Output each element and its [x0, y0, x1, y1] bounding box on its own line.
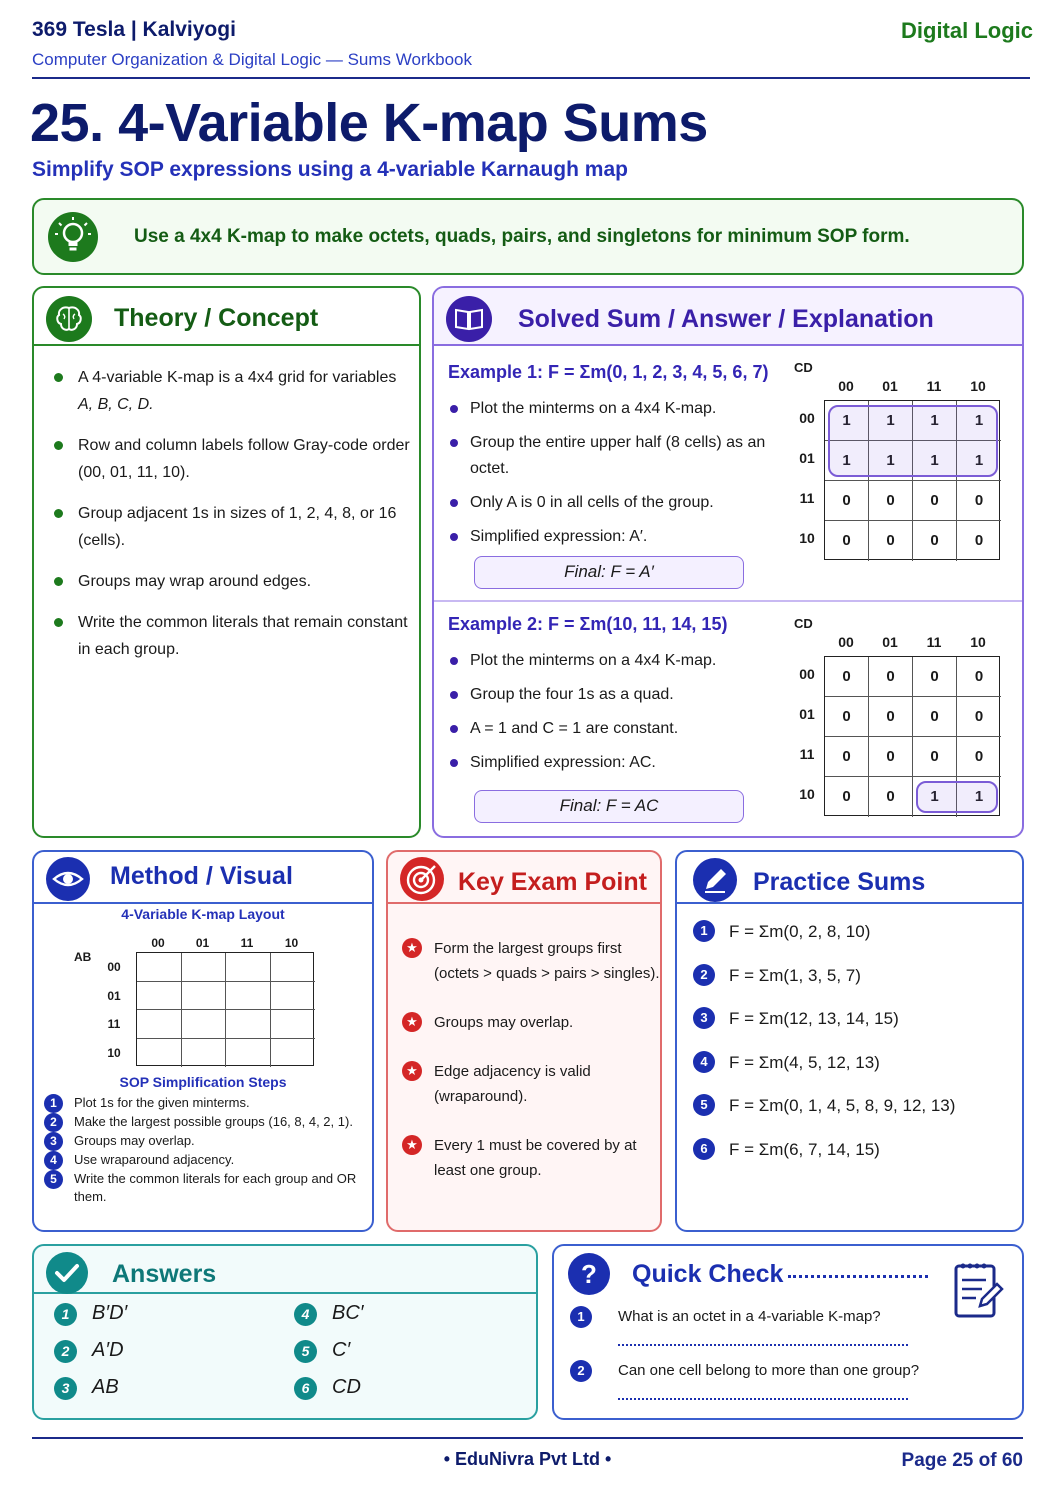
tip-banner [32, 198, 1024, 275]
kmap-cell [271, 982, 316, 1011]
example-1-kmap [794, 360, 1004, 560]
kmap-cell: 0 [825, 657, 869, 697]
kmap-cell [182, 1010, 227, 1039]
kmap-cell: 1 [869, 441, 913, 481]
example-1-title: Example 1: F = Σm(0, 1, 2, 3, 4, 5, 6, 7) [448, 362, 769, 382]
list-item: ★ Every 1 must be covered by at least one group. [400, 1133, 660, 1183]
star-icon: ★ [402, 1135, 422, 1155]
page-subtitle: Simplify SOP expressions using a 4-variable Karnaugh map [32, 158, 628, 181]
list-item: Write the common literals that remain constant in each group. [52, 609, 414, 663]
list-item: 4 F = Σm(4, 5, 12, 13) [693, 1051, 1023, 1075]
example-2-title: Example 2: F = Σm(10, 11, 14, 15) [448, 614, 728, 634]
kmap-row-label: 01 [107, 988, 121, 1003]
answers-header [34, 1246, 536, 1294]
exam-points-list [400, 936, 660, 1207]
kmap-cell: 1 [869, 401, 913, 441]
kmap-row-label: 11 [799, 490, 815, 506]
kmap-row-label: 11 [107, 1017, 121, 1031]
list-item: ★ Groups may overlap. [400, 1010, 660, 1035]
kmap-cell: 1 [913, 401, 957, 441]
kmap-cell: 0 [825, 521, 869, 561]
tip-text: Use a 4x4 K-map to make octets, quads, pairs, and singletons for minimum SOP form. [134, 226, 910, 247]
kmap-cell: 0 [825, 697, 869, 737]
method-panel [32, 850, 374, 1232]
kmap-col-label: 01 [882, 634, 898, 650]
list-item: Plot the minterms on a 4x4 K-map. [448, 396, 768, 422]
kmap-var-label: CD [794, 360, 813, 375]
kmap-layout-title: 4-Variable K-map Layout [121, 906, 285, 922]
kmap-cell: 0 [913, 657, 957, 697]
list-item: 3 F = Σm(12, 13, 14, 15) [693, 1007, 1023, 1031]
kmap-row-label: 00 [799, 410, 815, 426]
list-item: ★ Form the largest groups first (octets > quads > pairs > singles). [400, 936, 660, 986]
practice-title: Practice Sums [753, 868, 926, 896]
kmap-cell: 0 [957, 481, 1001, 521]
list-item: Group the four 1s as a quad. [448, 682, 768, 708]
kmap-cell: 0 [957, 697, 1001, 737]
list-item: ★ Edge adjacency is valid (wraparound). [400, 1059, 660, 1109]
kmap-cell: 0 [869, 521, 913, 561]
list-item: 4 Use wraparound adjacency. [44, 1151, 364, 1169]
method-title: Method / Visual [110, 862, 293, 890]
solved-header [434, 288, 1022, 346]
theory-title: Theory / Concept [114, 304, 319, 332]
theory-list [52, 364, 414, 677]
kmap-cell: 0 [913, 737, 957, 777]
answer-item: 2 A′D [54, 1339, 124, 1362]
answer-line [618, 1344, 908, 1346]
subject-label: Digital Logic [901, 18, 1033, 43]
kmap-var-label: AB [74, 950, 92, 964]
answers-panel [32, 1244, 538, 1420]
sop-steps-title: SOP Simplification Steps [119, 1074, 287, 1090]
exam-header [388, 852, 660, 904]
example-1-steps [448, 396, 768, 558]
kmap-cell [137, 953, 182, 982]
footer-divider [32, 1437, 1023, 1439]
kmap-cell: 0 [869, 697, 913, 737]
kmap-cell [182, 982, 227, 1011]
check-icon [46, 1252, 88, 1294]
kmap-cell: 0 [869, 777, 913, 817]
example-2-kmap [794, 616, 1004, 816]
list-item: 1 Plot 1s for the given minterms. [44, 1094, 364, 1112]
answer-item: 6 CD [294, 1376, 361, 1399]
page-title: 25. 4-Variable K-map Sums [30, 93, 708, 153]
kmap-row-label: 01 [799, 450, 815, 466]
pencil-icon [693, 858, 737, 902]
list-item: 6 F = Σm(6, 7, 14, 15) [693, 1138, 1023, 1162]
kmap-col-label: 11 [240, 936, 254, 950]
kmap-col-label: 01 [882, 378, 898, 394]
kmap-cell: 0 [869, 737, 913, 777]
kmap-cell: 0 [869, 481, 913, 521]
kmap-cell [226, 1010, 271, 1039]
list-item: A 4-variable K-map is a 4x4 grid for variables A, B, C, D. [52, 364, 414, 418]
kmap-cell: 1 [913, 441, 957, 481]
kmap-cell: 1 [913, 777, 957, 817]
star-icon: ★ [402, 938, 422, 958]
star-icon: ★ [402, 1061, 422, 1081]
kmap-cell: 0 [825, 481, 869, 521]
quick-check-panel [552, 1244, 1024, 1420]
kmap-cell [137, 982, 182, 1011]
answer-item: 5 C′ [294, 1339, 350, 1362]
list-item: 2 F = Σm(1, 3, 5, 7) [693, 964, 1023, 988]
list-item: 5 F = Σm(0, 1, 4, 5, 8, 9, 12, 13) [693, 1094, 1023, 1118]
kmap-col-label: 00 [838, 378, 854, 394]
kmap-cell [137, 1039, 182, 1068]
answer-item: 3 AB [54, 1376, 119, 1399]
kmap-cell: 0 [913, 481, 957, 521]
kmap-col-label: 11 [926, 378, 942, 394]
footer-company: • EduNivra Pvt Ltd • [443, 1449, 612, 1469]
book-icon [446, 296, 492, 342]
brain-icon [46, 296, 92, 342]
kmap-cell [226, 953, 271, 982]
star-icon: ★ [402, 1012, 422, 1032]
kmap-cell: 0 [913, 697, 957, 737]
kmap-grid [824, 656, 1000, 816]
list-item: Plot the minterms on a 4x4 K-map. [448, 648, 768, 674]
kmap-cell: 0 [869, 657, 913, 697]
list-item: Groups may wrap around edges. [52, 568, 414, 595]
kmap-cell [271, 1010, 316, 1039]
kmap-col-label: 10 [284, 936, 299, 950]
answer-item: 4 BC′ [294, 1302, 364, 1325]
target-icon [400, 857, 444, 901]
kmap-row-label: 10 [799, 786, 815, 802]
kmap-group-loop [916, 781, 998, 813]
empty-kmap-layout [72, 936, 362, 1070]
svg-text:?: ? [581, 1259, 597, 1289]
workbook-subtitle: Computer Organization & Digital Logic — Sums Workbook [32, 50, 472, 69]
kmap-cell [226, 982, 271, 1011]
exam-panel [386, 850, 662, 1232]
kmap-cell [182, 953, 227, 982]
kmap-row-label: 10 [107, 1045, 121, 1060]
answer-item: 1 B′D′ [54, 1302, 127, 1325]
kmap-cell [271, 1039, 316, 1068]
list-item: Only A is 0 in all cells of the group. [448, 490, 768, 516]
kmap-col-label: 10 [970, 378, 986, 394]
list-item: 1 F = Σm(0, 2, 8, 10) [693, 920, 1023, 944]
kmap-cell [137, 1010, 182, 1039]
kmap-row-label: 01 [799, 706, 815, 722]
kmap-row-label: 00 [107, 960, 121, 974]
kmap-cell: 1 [825, 401, 869, 441]
exam-title: Key Exam Point [458, 868, 647, 896]
kmap-cell: 1 [974, 788, 984, 805]
kmap-cell: 0 [825, 777, 869, 817]
theory-header [34, 288, 419, 346]
kmap-cell [182, 1039, 227, 1068]
kmap-grid [136, 952, 314, 1066]
list-item: Group adjacent 1s in sizes of 1, 2, 4, 8, or 16 (cells). [52, 500, 414, 554]
list-item: 5 Write the common literals for each group and OR them. [44, 1170, 364, 1206]
list-item: Simplified expression: AC. [448, 750, 768, 776]
list-item: 2 Make the largest possible groups (16, 8, 4, 2, 1). [44, 1113, 364, 1131]
example-2-steps [448, 648, 768, 784]
kmap-cell: 1 [825, 441, 869, 481]
brand-title: 369 Tesla | Kalviyogi [32, 18, 236, 41]
kmap-col-label: 01 [195, 936, 210, 950]
kmap-row-label: 10 [799, 530, 815, 546]
kmap-var-label: CD [794, 616, 813, 631]
question-item: 2 Can one cell belong to more than one group? [570, 1362, 919, 1379]
kmap-row-label: 00 [799, 666, 815, 682]
solved-panel [432, 286, 1024, 838]
kmap-cell: 0 [974, 532, 984, 549]
page-number: Page 25 of 60 [901, 1450, 1023, 1471]
kmap-cell [271, 953, 316, 982]
example-1-final: Final: F = A′ [474, 556, 744, 589]
kmap-group-loop [828, 405, 998, 477]
theory-panel [32, 286, 421, 838]
practice-list [693, 920, 1023, 1181]
list-item: A = 1 and C = 1 are constant. [448, 716, 768, 742]
practice-header [677, 852, 1022, 904]
kmap-col-label: 11 [926, 634, 942, 650]
examples-divider [434, 600, 1022, 602]
kmap-cell: 0 [913, 521, 957, 561]
kmap-col-label: 00 [151, 936, 165, 950]
question-icon [568, 1253, 610, 1295]
solved-title: Solved Sum / Answer / Explanation [518, 305, 934, 333]
kmap-cell: 1 [957, 401, 1001, 441]
kmap-cell: 1 [957, 441, 1001, 481]
list-item: Group the entire upper half (8 cells) as an octet. [448, 430, 768, 482]
answers-title: Answers [112, 1260, 217, 1288]
list-item: Row and column labels follow Gray-code order (00, 01, 11, 10). [52, 432, 414, 486]
kmap-col-label: 00 [838, 634, 854, 650]
list-item: 3 Groups may overlap. [44, 1132, 364, 1150]
kmap-cell: 0 [957, 657, 1001, 697]
header-divider [32, 77, 1030, 79]
kmap-cell: 0 [825, 737, 869, 777]
question-item: 1 What is an octet in a 4-variable K-map? [570, 1308, 881, 1325]
title-dots [788, 1268, 928, 1278]
method-header [34, 852, 372, 904]
quick-check-title: Quick Check [632, 1260, 784, 1288]
eye-icon [46, 857, 90, 901]
list-item: Simplified expression: A′. [448, 524, 768, 550]
sop-steps-list [44, 1094, 364, 1207]
kmap-cell: 0 [957, 737, 1001, 777]
kmap-cell [226, 1039, 271, 1068]
kmap-row-label: 11 [799, 746, 815, 762]
kmap-grid [824, 400, 1000, 560]
answer-line [618, 1398, 908, 1400]
example-2-final: Final: F = AC [474, 790, 744, 823]
kmap-col-label: 10 [970, 634, 986, 650]
practice-panel [675, 850, 1024, 1232]
lightbulb-icon [48, 212, 98, 262]
notepad-icon [950, 1258, 1006, 1322]
